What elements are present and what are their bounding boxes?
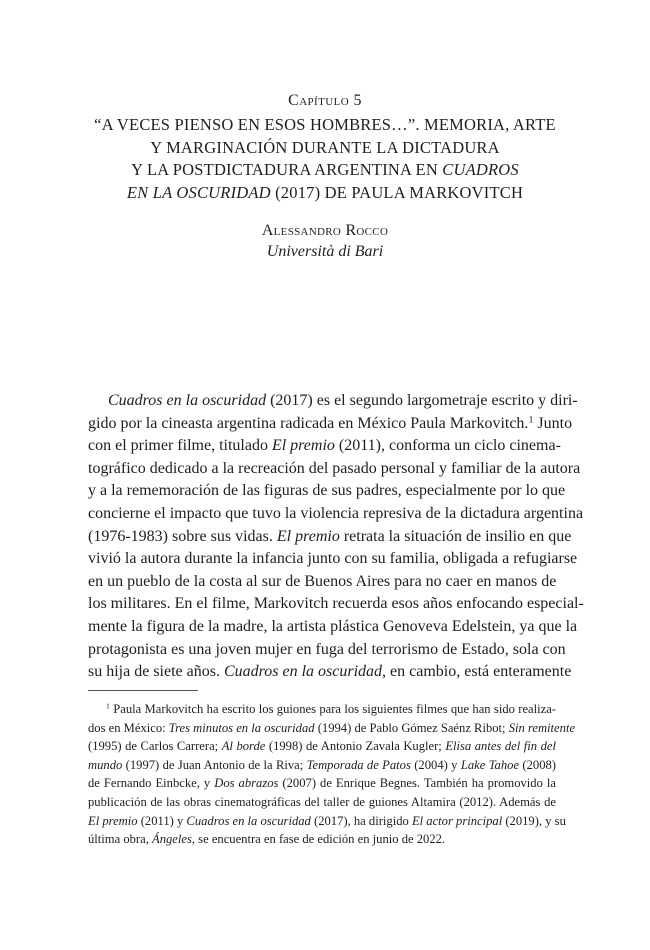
author-affiliation: Università di Bari xyxy=(266,243,384,260)
film-title: Cuadros en la oscuridad, xyxy=(223,663,387,681)
footnote-text-run: dos en México: xyxy=(88,720,169,735)
body-line xyxy=(88,661,572,684)
footnote-line xyxy=(88,812,566,831)
footnote-line xyxy=(88,774,556,793)
body-line: protagonista es una joven mujer en fuga del terrorismo de Estado, sola con xyxy=(88,640,566,658)
body-text-run: con el primer filme, titulado xyxy=(88,437,272,455)
footnote-text-run: (1994) de Pablo Gómez Saénz Ribot; xyxy=(314,720,509,735)
film-title: El premio xyxy=(271,437,335,455)
footnote-marker: 1 xyxy=(106,701,110,711)
film-title: Tres minutos en la oscuridad xyxy=(168,720,315,735)
body-line: concierne el impacto que tuvo la violencia represiva de la dictadura argentina xyxy=(88,504,584,522)
chapter-title-film-italic: EN LA OSCURIDAD xyxy=(126,182,271,202)
body-text-run: gido por la cineasta argentina radicada en México Paula Markovitch. xyxy=(88,414,529,432)
footnote-line xyxy=(88,719,576,738)
chapter-title-text: (2017) DE PAULA MARKOVITCH xyxy=(270,182,524,202)
footnote-text-run: (2019), y su xyxy=(502,813,566,828)
footnote-text-run: Paula Markovitch ha escrito los guiones para los siguientes filmes que han sido realiza- xyxy=(109,702,556,716)
footnote-text-run: (2017), ha dirigido xyxy=(310,813,412,828)
film-title: Ángeles, xyxy=(152,832,196,847)
footnote-line xyxy=(88,737,556,756)
footnote-line xyxy=(88,756,556,775)
film-title: El actor principal xyxy=(411,813,503,828)
chapter-title-film-italic: CUADROS xyxy=(442,160,519,179)
footnote-text-run: se encuentra en fase de edición en junio de 2022. xyxy=(195,832,446,847)
footnote-line xyxy=(88,700,556,719)
footnote-line xyxy=(88,830,556,849)
film-title: Dos abrazos xyxy=(214,776,279,791)
film-title: mundo xyxy=(88,757,123,772)
body-paragraph xyxy=(88,390,584,684)
footnote-text-run: (2008) xyxy=(519,757,556,772)
film-title: El premio xyxy=(276,527,340,545)
author-name: Alessandro Rocco xyxy=(261,222,389,239)
body-line: vivió la autora durante la infancia junto con su familia, obligada a refugiarse xyxy=(88,550,578,568)
film-title: Cuadros en la oscuridad xyxy=(186,813,311,828)
footnote-text-run: (1997) de Juan Antonio de la Riva; xyxy=(122,757,307,772)
body-text-run: (1976-1983) sobre sus vidas. xyxy=(88,527,277,545)
footnote-text-run: (2004) y xyxy=(410,757,461,772)
chapter-title-line xyxy=(60,182,590,205)
chapter-title-line xyxy=(60,159,590,182)
chapter-title-line: Y MARGINACIÓN DURANTE LA DICTADURA xyxy=(150,137,500,157)
body-line xyxy=(88,526,572,549)
film-title: Lake Tahoe xyxy=(460,757,520,772)
chapter-title-line: “A VECES PIENSO EN ESOS HOMBRES…”. MEMORIA, ARTE xyxy=(94,115,556,134)
body-line: mente la figura de la madre, la artista plástica Genoveva Edelstein, ya que la xyxy=(88,617,578,635)
footnote-text-run: (1998) de Antonio Zavala Kugler; xyxy=(265,739,446,754)
footnote-text-run: última obra, xyxy=(88,832,153,847)
film-title: Al borde xyxy=(221,739,266,754)
footnote-separator xyxy=(88,690,198,691)
film-title: Sin remitente xyxy=(508,720,576,735)
footnote-line: publicación de las obras cinematográficas del taller de guiones Altamira (2012). Además de xyxy=(88,794,556,809)
film-title: El premio xyxy=(88,813,138,828)
body-line: tográfico dedicado a la recreación del pasado personal y familiar de la autora xyxy=(88,459,581,477)
film-title: Temporada de Patos xyxy=(306,757,411,772)
footnote-reference[interactable]: 1 xyxy=(528,414,534,426)
film-title: Elisa antes del fin del xyxy=(445,739,556,754)
footnote-text-run: (2011) y xyxy=(137,813,187,828)
footnote-text-run: (2007) de Enrique Begnes. También ha promovido la xyxy=(278,776,556,791)
film-title: Cuadros en la oscuridad xyxy=(108,392,267,409)
body-line: y a la rememoración de las figuras de sus padres, especialmente por lo que xyxy=(88,482,566,500)
body-text-run: su hija de siete años. xyxy=(88,663,224,681)
chapter-title xyxy=(60,114,590,204)
body-text-run: (2017) es el segundo largometraje escrito y diri- xyxy=(266,392,578,409)
body-line: en un pueblo de la costa al sur de Buenos Aires para no caer en manos de xyxy=(88,572,557,590)
chapter-label: Capítulo 5 xyxy=(288,92,362,109)
body-line: los militares. En el filme, Markovitch recuerda esos años enfocando especial- xyxy=(88,595,584,613)
body-text-run: Junto xyxy=(533,414,573,432)
chapter-title-text: Y LA POSTDICTADURA ARGENTINA EN xyxy=(131,160,443,179)
body-line xyxy=(88,435,561,458)
body-text-run: en cambio, está enteramente xyxy=(386,663,572,681)
body-text-run: (2011), conforma un ciclo cinema- xyxy=(334,437,561,455)
footnote xyxy=(88,700,576,849)
footnote-text-run: de Fernando Einbcke, y xyxy=(88,776,215,791)
body-line xyxy=(88,413,573,436)
body-line xyxy=(88,390,578,413)
footnote-text-run: (1995) de Carlos Carrera; xyxy=(88,739,222,754)
body-text-run: retrata la situación de insilio en que xyxy=(339,527,572,545)
